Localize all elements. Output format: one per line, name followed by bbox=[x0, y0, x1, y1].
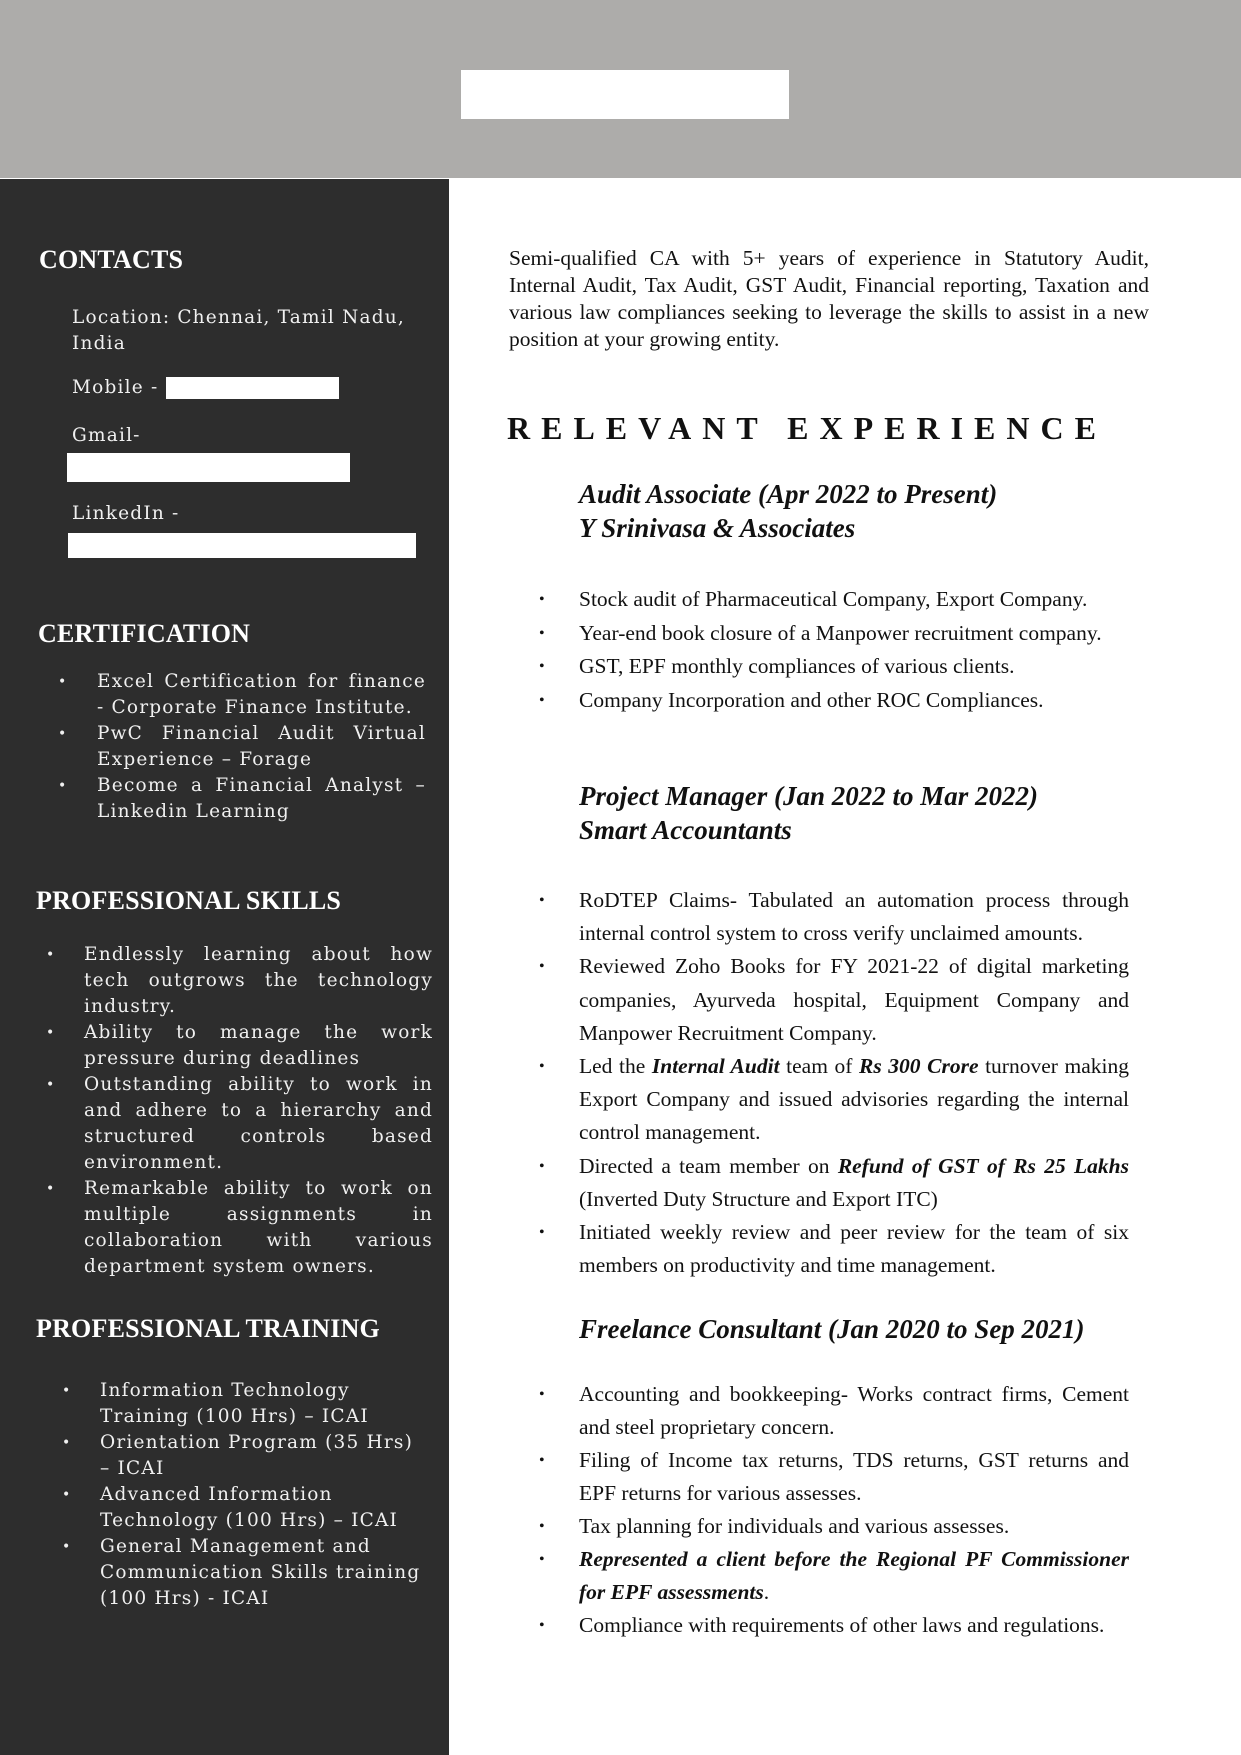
bullet-text: Reviewed Zoho Books for FY 2021-22 of digital marketing companies, Ayurveda hospital, Equipment Company and Manpower Recruitment Company. bbox=[579, 954, 1129, 1045]
job-bullet-item bbox=[539, 1216, 1129, 1282]
job-bullet-item bbox=[539, 684, 1129, 718]
sidebar bbox=[0, 179, 449, 1755]
bullet-text: Directed a team member on bbox=[579, 1153, 838, 1178]
bullet-text: Compliance with requirements of other laws and regulations. bbox=[579, 1613, 1105, 1637]
job-title bbox=[579, 779, 1038, 847]
bullet-icon: • bbox=[539, 1224, 545, 1242]
job-title bbox=[579, 477, 997, 545]
bullet-icon: • bbox=[62, 1539, 72, 1555]
bullet-icon: • bbox=[539, 591, 545, 608]
experience-heading: RELEVANT EXPERIENCE bbox=[507, 410, 1107, 446]
bullet-icon: • bbox=[539, 1452, 545, 1469]
bullet-icon: • bbox=[539, 691, 545, 709]
contact-linkedin-label: LinkedIn - bbox=[72, 503, 180, 524]
job-title bbox=[579, 1312, 1085, 1346]
bullet-icon: • bbox=[58, 778, 68, 794]
job-bullet-item bbox=[539, 950, 1129, 1050]
bullet-text: Initiated weekly review and peer review for the team of six members on productivity and time management. bbox=[579, 1220, 1129, 1278]
job-bullet-item bbox=[539, 650, 1129, 684]
job-bullet-item bbox=[539, 1150, 1129, 1216]
bullet-icon: • bbox=[539, 892, 545, 909]
training-heading: PROFESSIONAL TRAINING bbox=[36, 1314, 380, 1343]
job-role: Freelance Consultant (Jan 2020 to Sep 2021) bbox=[579, 1314, 1085, 1344]
job-bullet-item bbox=[539, 1510, 1129, 1543]
bullet-icon: • bbox=[46, 1181, 56, 1197]
bullet-icon: • bbox=[539, 1518, 545, 1535]
job-bullet-item bbox=[539, 1378, 1129, 1444]
job-bullet-item bbox=[539, 1050, 1129, 1150]
bullet-text: GST, EPF monthly compliances of various clients. bbox=[579, 654, 1015, 678]
emphasis-text: Represented a client before the Regional PF Commissioner for EPF assessments bbox=[579, 1547, 1129, 1604]
certification-list bbox=[58, 669, 426, 825]
job-role: Project Manager (Jan 2022 to Mar 2022) bbox=[579, 781, 1038, 811]
certification-item: • PwC Financial Audit Virtual Experience – Forage bbox=[58, 723, 426, 770]
job-bullets bbox=[539, 583, 1129, 717]
bullet-icon: • bbox=[539, 1157, 545, 1175]
job-bullets bbox=[539, 884, 1129, 1282]
certification-heading: CERTIFICATION bbox=[38, 619, 251, 648]
header-band bbox=[0, 0, 1241, 178]
job-bullet-item bbox=[539, 884, 1129, 950]
gmail-redaction bbox=[67, 453, 350, 482]
training-item: • Advanced Information Technology (100 Hrs) – ICAI bbox=[62, 1484, 399, 1531]
bullet-icon: • bbox=[62, 1383, 72, 1399]
name-redaction bbox=[461, 70, 789, 119]
job-bullet-item bbox=[539, 1543, 1129, 1609]
contact-gmail-label: Gmail- bbox=[72, 425, 141, 446]
bullet-icon: • bbox=[46, 947, 56, 963]
job-company: Smart Accountants bbox=[579, 815, 792, 845]
job-bullet-item bbox=[539, 583, 1129, 617]
bullet-icon: • bbox=[539, 958, 545, 976]
training-item: • General Management and Communication Skills training (100 Hrs) - ICAI bbox=[62, 1536, 421, 1609]
bullet-icon: • bbox=[539, 658, 545, 675]
skills-heading: PROFESSIONAL SKILLS bbox=[36, 886, 342, 915]
bullet-icon: • bbox=[62, 1487, 72, 1503]
skill-item: • Outstanding ability to work in and adhere to a hierarchy and structured controls based environment. bbox=[46, 1074, 433, 1173]
bullet-text: turnover making Export Company and issued advisories regarding the internal control management. bbox=[579, 1054, 1129, 1145]
contacts-heading: CONTACTS bbox=[39, 245, 184, 274]
bullet-icon: • bbox=[46, 1077, 56, 1093]
certification-item: • Become a Financial Analyst – Linkedin Learning bbox=[58, 775, 426, 822]
bullet-text: (Inverted Duty Structure and Export ITC) bbox=[579, 1186, 938, 1211]
bullet-text: Led the bbox=[579, 1054, 652, 1079]
emphasis-text: Refund of GST of Rs 25 Lakhs bbox=[837, 1153, 1129, 1178]
bullet-icon: • bbox=[58, 726, 68, 742]
bullet-text: RoDTEP Claims- Tabulated an automation process through internal control system to cross verify unclaimed amounts. bbox=[579, 888, 1129, 946]
job-bullet-item bbox=[539, 1444, 1129, 1510]
emphasis-text: Rs 300 Crore bbox=[859, 1054, 979, 1079]
bullet-text: Accounting and bookkeeping- Works contract firms, Cement and steel proprietary concern. bbox=[579, 1382, 1129, 1439]
bullet-text: . bbox=[763, 1580, 770, 1604]
bullet-text: Year-end book closure of a Manpower recruitment company. bbox=[579, 620, 1102, 645]
bullet-icon: • bbox=[539, 1058, 545, 1076]
training-list bbox=[62, 1378, 422, 1612]
skill-item: • Ability to manage the work pressure during deadlines bbox=[46, 1022, 433, 1069]
job-company: Y Srinivasa & Associates bbox=[579, 513, 856, 543]
main-content bbox=[449, 179, 1241, 1755]
skill-item: • Remarkable ability to work on multiple assignments in collaboration with various department system owners. bbox=[46, 1178, 433, 1277]
bullet-text: Stock audit of Pharmaceutical Company, Export Company. bbox=[579, 587, 1088, 611]
emphasis-text: Internal Audit bbox=[651, 1054, 780, 1079]
training-item: • Information Technology Training (100 Hrs) – ICAI bbox=[62, 1380, 369, 1427]
bullet-text: Tax planning for individuals and various assesses. bbox=[579, 1514, 1010, 1538]
job-bullets bbox=[539, 1378, 1129, 1642]
skill-item: • Endlessly learning about how tech outgrows the technology industry. bbox=[46, 944, 433, 1017]
bullet-icon: • bbox=[539, 624, 545, 642]
contact-location: Location: Chennai, Tamil Nadu, India bbox=[72, 307, 405, 354]
training-item: • Orientation Program (35 Hrs) – ICAI bbox=[62, 1432, 414, 1479]
skills-list bbox=[46, 942, 433, 1280]
job-bullet-item bbox=[539, 617, 1129, 651]
bullet-text: Company Incorporation and other ROC Compliances. bbox=[579, 687, 1044, 712]
profile-summary: Semi-qualified CA with 5+ years of experience in Statutory Audit, Internal Audit, Tax Audit, GST Audit, Financial reporting, Taxation and various law compliances seeking to leverage the skills to assist in a new position at your growing entity. bbox=[509, 246, 1149, 351]
bullet-icon: • bbox=[46, 1025, 56, 1041]
job-bullet-item bbox=[539, 1609, 1129, 1642]
bullet-icon: • bbox=[539, 1386, 545, 1403]
linkedin-redaction bbox=[68, 533, 416, 558]
bullet-icon: • bbox=[539, 1617, 545, 1634]
bullet-icon: • bbox=[58, 674, 68, 690]
bullet-text: Filing of Income tax returns, TDS returns, GST returns and EPF returns for various assesses. bbox=[579, 1448, 1129, 1505]
bullet-icon: • bbox=[539, 1551, 545, 1568]
bullet-text: team of bbox=[779, 1054, 859, 1079]
contact-mobile-label: Mobile - bbox=[72, 377, 159, 398]
certification-item: • Excel Certification for finance - Corporate Finance Institute. bbox=[58, 671, 426, 718]
job-role: Audit Associate (Apr 2022 to Present) bbox=[579, 479, 998, 509]
bullet-icon: • bbox=[62, 1435, 72, 1451]
mobile-redaction bbox=[166, 377, 339, 399]
